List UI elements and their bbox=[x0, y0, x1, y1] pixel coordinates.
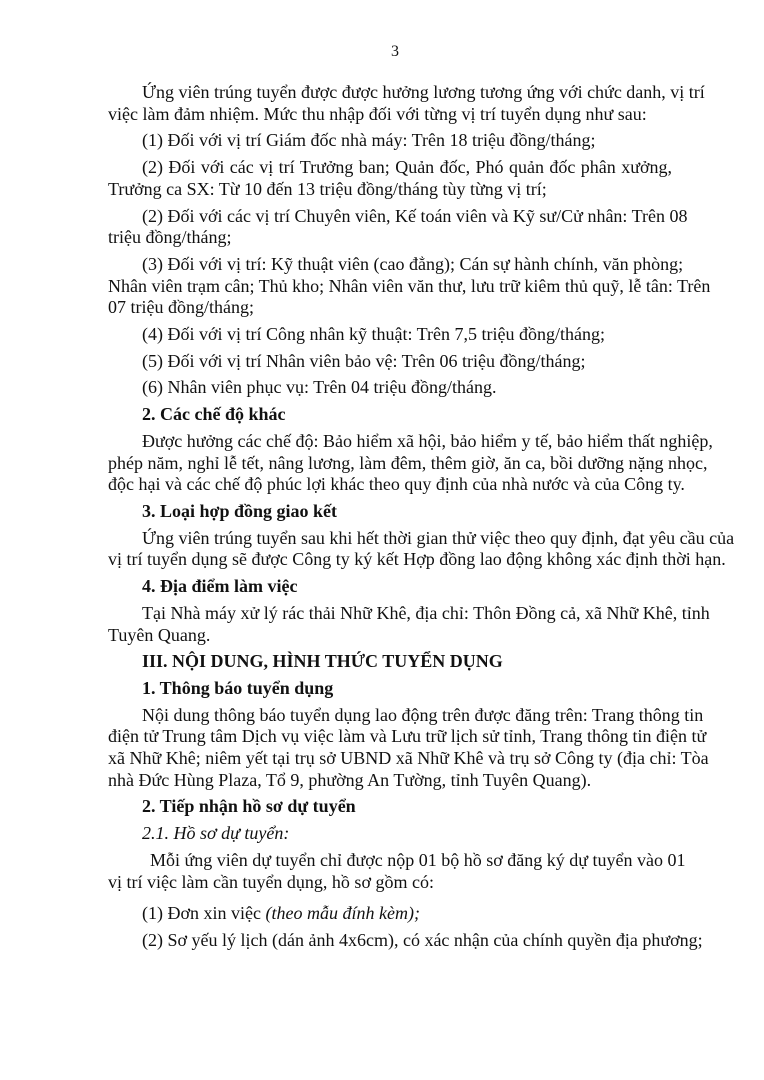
line-text: (2) Đối với các vị trí Trưởng ban; Quản đốc, Phó quản đốc phân xưởng, bbox=[142, 157, 672, 178]
text-line bbox=[108, 474, 685, 496]
text-line bbox=[108, 275, 711, 298]
text-line bbox=[108, 527, 735, 550]
text-line bbox=[108, 501, 672, 523]
text-line bbox=[108, 726, 707, 748]
text-line bbox=[108, 678, 672, 700]
text-line bbox=[108, 82, 705, 104]
paragraph bbox=[108, 527, 735, 571]
paragraph bbox=[108, 205, 688, 249]
line-text: Mỗi ứng viên dự tuyển chỉ được nộp 01 bộ hồ sơ đăng ký dự tuyển vào 01 bbox=[150, 849, 686, 870]
text-line bbox=[108, 651, 672, 673]
text-line bbox=[108, 253, 684, 276]
paragraph bbox=[108, 431, 713, 496]
line-text: (3) Đối với vị trí: Kỹ thuật viên (cao đẳng); Cán sự hành chính, văn phòng; bbox=[142, 253, 684, 274]
text-line bbox=[108, 179, 672, 201]
text-line bbox=[108, 704, 704, 727]
text-line bbox=[108, 929, 703, 952]
line-text: Trưởng ca SX: Từ 10 đến 13 triệu đồng/tháng tùy từng vị trí; bbox=[108, 178, 547, 199]
text-line bbox=[108, 748, 709, 770]
line-text: điện tử Trung tâm Dịch vụ việc làm và Lưu trữ lịch sử tỉnh, Trang thông tin điện tử bbox=[108, 726, 707, 747]
line-text: Được hưởng các chế độ: Bảo hiểm xã hội, bảo hiểm y tế, bảo hiểm thất nghiệp, bbox=[142, 431, 713, 451]
line-text: 4. Địa điểm làm việc bbox=[142, 576, 298, 597]
line-text: vị trí việc làm cần tuyển dụng, hồ sơ gồm có: bbox=[108, 871, 434, 892]
text-line bbox=[108, 796, 672, 818]
line-text: độc hại và các chế độ phúc lợi khác theo quy định của nhà nước và của Công ty. bbox=[108, 474, 685, 495]
text-line bbox=[108, 452, 708, 475]
text-line bbox=[108, 351, 672, 373]
line-text: phép năm, nghỉ lễ tết, nâng lương, làm đêm, thêm giờ, ăn ca, bồi dưỡng nặng nhọc, bbox=[108, 452, 708, 473]
line-text: 2. Các chế độ khác bbox=[142, 404, 286, 425]
line-text: xã Nhữ Khê; niêm yết tại trụ sở UBND xã Nhữ Khê và trụ sở Công ty (địa chỉ: Tòa bbox=[108, 748, 709, 769]
section-heading bbox=[108, 404, 672, 426]
text-line bbox=[108, 227, 672, 249]
text-line bbox=[108, 823, 672, 845]
text-line bbox=[108, 404, 672, 426]
text-line bbox=[108, 324, 672, 346]
line-text: 2.1. Hồ sơ dự tuyển: bbox=[142, 823, 290, 844]
line-text: (2) Đối với các vị trí Chuyên viên, Kế toán viên và Kỹ sư/Cử nhân: Trên 08 bbox=[142, 205, 688, 226]
paragraph bbox=[108, 903, 672, 925]
line-text: triệu đồng/tháng; bbox=[108, 227, 232, 248]
line-text: Ứng viên trúng tuyển được được hưởng lương tương ứng với chức danh, vị trí bbox=[142, 82, 705, 102]
paragraph bbox=[108, 157, 672, 200]
text-line bbox=[108, 130, 672, 152]
line-text: Tuyên Quang. bbox=[108, 624, 211, 645]
paragraph bbox=[108, 849, 686, 893]
line-text: việc làm đảm nhiệm. Mức thu nhập đối với từng vị trí tuyển dụng như sau: bbox=[108, 103, 647, 124]
paragraph bbox=[108, 351, 672, 373]
paragraph bbox=[108, 253, 711, 319]
paragraph bbox=[108, 929, 703, 952]
line-text: (5) Đối với vị trí Nhân viên bảo vệ: Trên 06 triệu đồng/tháng; bbox=[142, 350, 586, 371]
line-text: III. NỘI DUNG, HÌNH THỨC TUYỂN DỤNG bbox=[142, 651, 503, 672]
line-text: (6) Nhân viên phục vụ: Trên 04 triệu đồng/tháng. bbox=[142, 377, 497, 398]
page-number: 3 bbox=[391, 43, 399, 60]
line-text: Nhân viên trạm cân; Thủ kho; Nhân viên văn thư, lưu trữ kiêm thủ quỹ, lễ tân: Trên bbox=[108, 275, 711, 296]
section-heading bbox=[108, 576, 672, 598]
paragraph bbox=[108, 130, 672, 152]
line-text: (1) Đối với vị trí Giám đốc nhà máy: Trên 18 triệu đồng/tháng; bbox=[142, 130, 596, 151]
section-heading bbox=[108, 501, 672, 523]
text-line bbox=[108, 770, 672, 792]
text-line bbox=[108, 431, 713, 453]
text-line bbox=[108, 157, 672, 179]
section-heading bbox=[108, 678, 672, 700]
text-line bbox=[108, 104, 672, 126]
line-text: 1. Thông báo tuyển dụng bbox=[142, 678, 334, 699]
italic-note: (theo mẫu đính kèm); bbox=[265, 903, 420, 924]
paragraph bbox=[108, 602, 710, 646]
line-text: 07 triệu đồng/tháng; bbox=[108, 297, 254, 318]
paragraph bbox=[108, 82, 705, 125]
text-line bbox=[108, 625, 672, 647]
line-text: Tại Nhà máy xử lý rác thải Nhữ Khê, địa chỉ: Thôn Đồng cả, xã Nhữ Khê, tỉnh bbox=[142, 602, 710, 623]
text-line bbox=[108, 602, 710, 625]
line-text: 2. Tiếp nhận hồ sơ dự tuyển bbox=[142, 796, 356, 817]
text-line bbox=[108, 872, 672, 894]
line-text: Ứng viên trúng tuyển sau khi hết thời gian thử việc theo quy định, đạt yêu cầu của bbox=[142, 527, 735, 548]
text-line bbox=[108, 903, 672, 925]
text-line bbox=[108, 205, 688, 228]
section-heading bbox=[108, 651, 672, 673]
line-text: nhà Đức Hùng Plaza, Tổ 9, phường An Tường, tỉnh Tuyên Quang). bbox=[108, 769, 592, 790]
paragraph bbox=[108, 823, 672, 845]
section-heading bbox=[108, 796, 672, 818]
line-text: (4) Đối với vị trí Công nhân kỹ thuật: Trên 7,5 triệu đồng/tháng; bbox=[142, 323, 605, 344]
paragraph bbox=[108, 377, 672, 399]
line-text: vị trí tuyển dụng sẽ được Công ty ký kết Hợp đồng lao động không xác định thời hạn. bbox=[108, 549, 726, 570]
paragraph bbox=[108, 324, 672, 346]
text-line bbox=[108, 576, 672, 598]
paragraph bbox=[108, 704, 709, 791]
text-line bbox=[108, 849, 686, 872]
line-text: Nội dung thông báo tuyển dụng lao động trên được đăng trên: Trang thông tin bbox=[142, 704, 704, 725]
document-body bbox=[108, 82, 735, 957]
line-text: (2) Sơ yếu lý lịch (dán ảnh 4x6cm), có xác nhận của chính quyền địa phương; bbox=[142, 929, 703, 950]
line-text: (1) Đơn xin việc bbox=[142, 903, 266, 924]
text-line bbox=[108, 297, 672, 319]
text-line bbox=[108, 549, 726, 571]
line-text: 3. Loại hợp đồng giao kết bbox=[142, 500, 338, 521]
text-line bbox=[108, 377, 672, 399]
